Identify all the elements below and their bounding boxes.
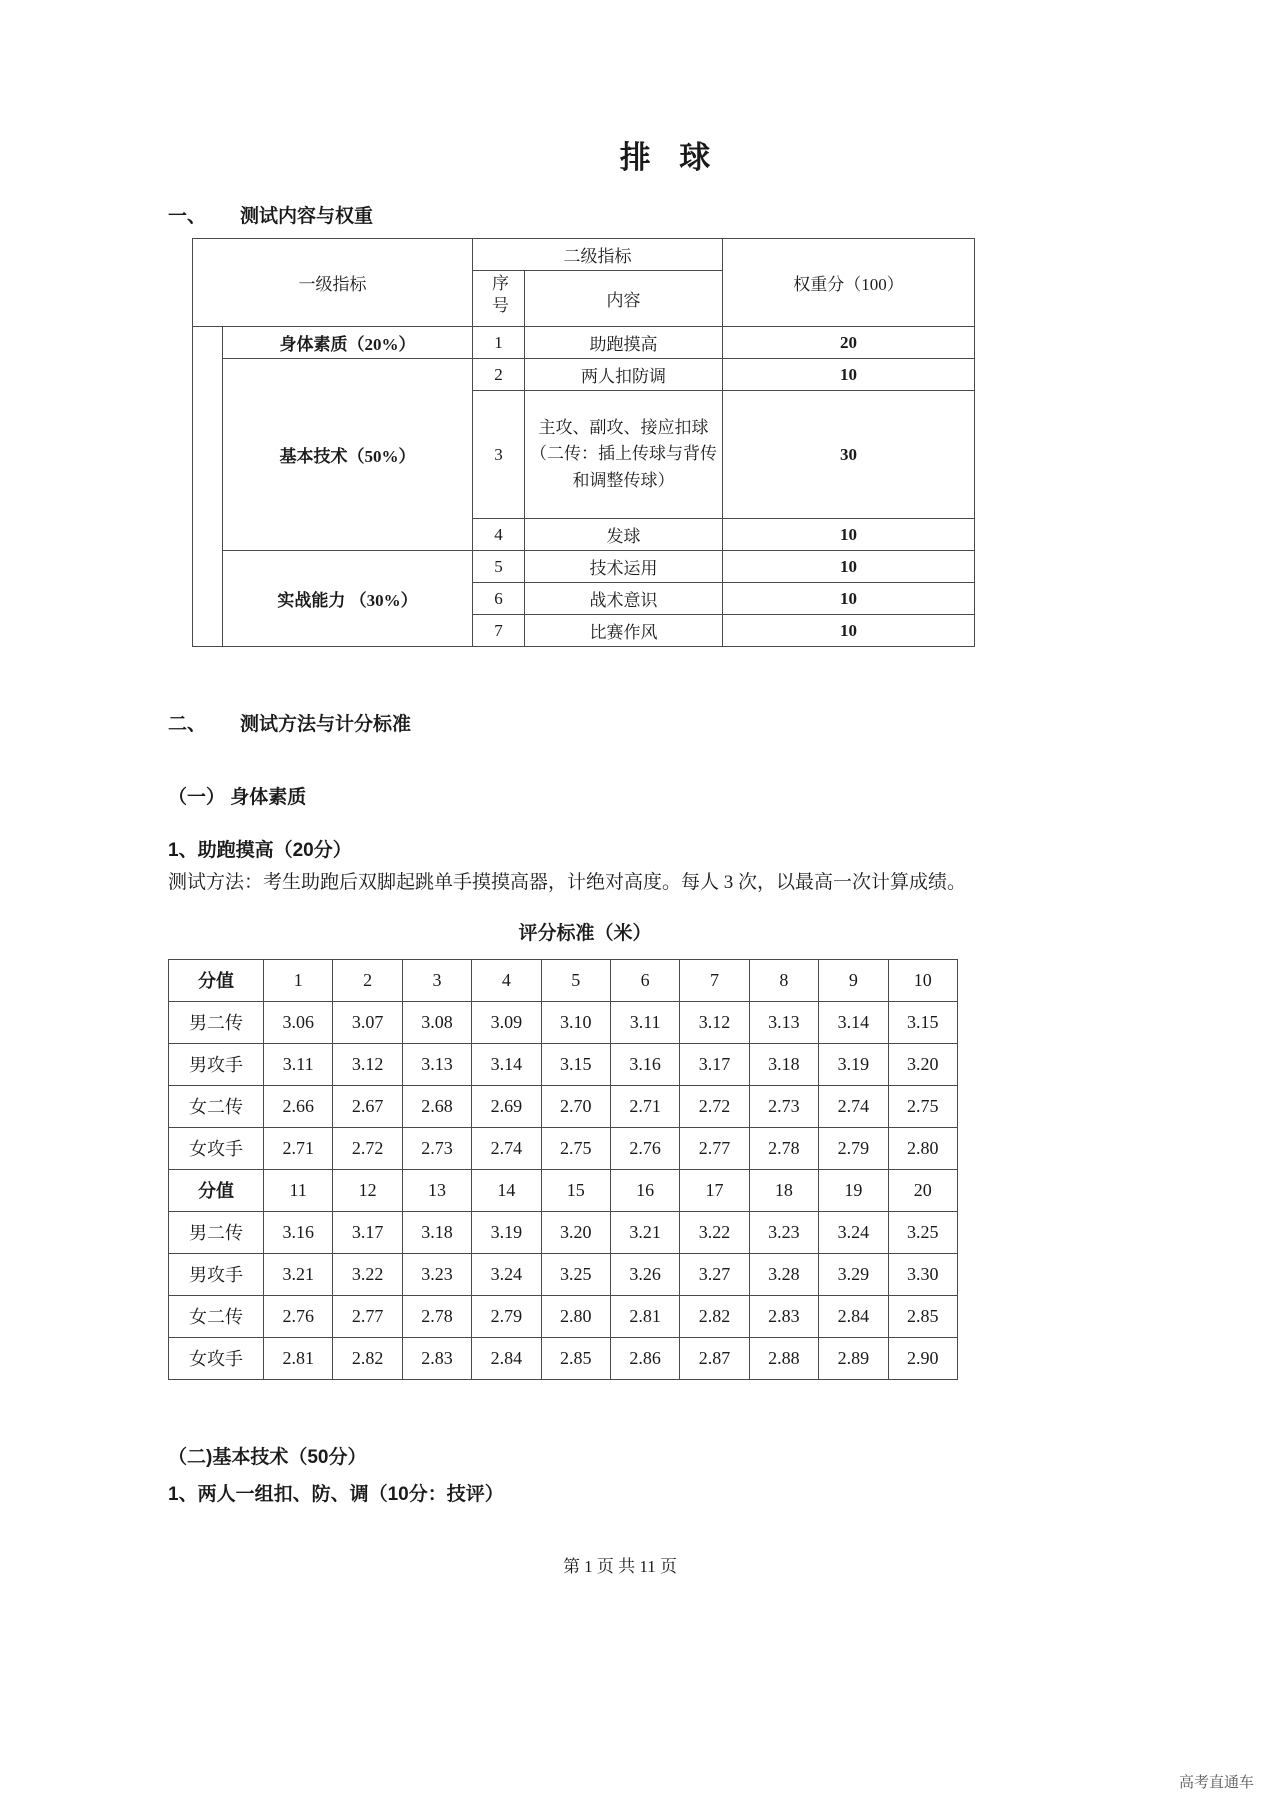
score-value-header: 7 [680, 959, 749, 1001]
page-footer: 第 1 页 共 11 页 [562, 1556, 678, 1576]
measurement-cell: 2.88 [749, 1337, 818, 1379]
measurement-cell: 2.72 [680, 1085, 749, 1127]
measurement-cell: 2.85 [888, 1295, 957, 1337]
measurement-cell: 2.66 [264, 1085, 333, 1127]
measurement-cell: 2.67 [333, 1085, 402, 1127]
cell-weight: 10 [723, 359, 975, 391]
measurement-cell: 2.87 [680, 1337, 749, 1379]
measurement-cell: 3.24 [819, 1211, 888, 1253]
measurement-cell: 2.72 [333, 1127, 402, 1169]
measurement-cell: 2.70 [541, 1085, 610, 1127]
watermark: 高考直通车 [1178, 1774, 1254, 1791]
group-spacer [193, 327, 223, 647]
measurement-cell: 3.22 [680, 1211, 749, 1253]
score-value-header: 11 [264, 1169, 333, 1211]
header-content: 内容 [525, 271, 723, 327]
measurement-cell: 2.82 [333, 1337, 402, 1379]
table-row [193, 551, 975, 583]
category-label-cell: 男攻手 [169, 1043, 264, 1085]
score-standard-table [168, 959, 958, 1380]
group-name-practical: 实战能力 （30%） [223, 551, 473, 647]
measurement-cell: 2.68 [402, 1085, 471, 1127]
score-value-header: 20 [888, 1169, 957, 1211]
table-row [193, 327, 975, 359]
cell-content: 两人扣防调 [525, 359, 723, 391]
category-label-cell: 女攻手 [169, 1337, 264, 1379]
measurement-cell: 2.78 [749, 1127, 818, 1169]
measurement-cell: 3.27 [680, 1253, 749, 1295]
measurement-cell: 2.83 [402, 1337, 471, 1379]
measurement-cell: 2.71 [264, 1127, 333, 1169]
table-row [169, 1211, 958, 1253]
score-value-header: 10 [888, 959, 957, 1001]
cell-weight: 10 [723, 615, 975, 647]
cell-weight: 30 [723, 391, 975, 519]
cell-content: 战术意识 [525, 583, 723, 615]
score-value-header: 9 [819, 959, 888, 1001]
measurement-cell: 3.25 [888, 1211, 957, 1253]
measurement-cell: 2.69 [472, 1085, 541, 1127]
score-value-header: 14 [472, 1169, 541, 1211]
score-value-header: 8 [749, 959, 818, 1001]
measurement-cell: 2.86 [610, 1337, 679, 1379]
score-value-header: 13 [402, 1169, 471, 1211]
section-2-heading [168, 709, 1280, 736]
measurement-cell: 3.08 [402, 1001, 471, 1043]
measurement-cell: 2.80 [541, 1295, 610, 1337]
measurement-cell: 3.14 [819, 1001, 888, 1043]
measurement-cell: 3.22 [333, 1253, 402, 1295]
measurement-cell: 3.16 [610, 1043, 679, 1085]
measurement-cell: 2.78 [402, 1295, 471, 1337]
cell-content: 发球 [525, 519, 723, 551]
measurement-cell: 3.24 [472, 1253, 541, 1295]
measurement-cell: 2.80 [888, 1127, 957, 1169]
score-value-header: 5 [541, 959, 610, 1001]
measurement-cell: 2.81 [610, 1295, 679, 1337]
score-value-header: 17 [680, 1169, 749, 1211]
score-value-header: 4 [472, 959, 541, 1001]
weighting-table [192, 238, 975, 647]
measurement-cell: 3.19 [819, 1043, 888, 1085]
table-row [169, 1127, 958, 1169]
measurement-cell: 2.73 [402, 1127, 471, 1169]
measurement-cell: 3.29 [819, 1253, 888, 1295]
score-header-row [169, 959, 958, 1001]
measurement-cell: 3.07 [333, 1001, 402, 1043]
cell-seq: 7 [473, 615, 525, 647]
measurement-cell: 3.13 [749, 1001, 818, 1043]
measurement-cell: 3.28 [749, 1253, 818, 1295]
score-value-header: 6 [610, 959, 679, 1001]
measurement-cell: 3.19 [472, 1211, 541, 1253]
measurement-cell: 2.73 [749, 1085, 818, 1127]
table-row [169, 1085, 958, 1127]
cell-seq: 2 [473, 359, 525, 391]
header-level2: 二级指标 [473, 239, 723, 271]
table-row [169, 1253, 958, 1295]
measurement-cell: 2.75 [888, 1085, 957, 1127]
measurement-cell: 3.18 [402, 1211, 471, 1253]
measurement-cell: 2.79 [819, 1127, 888, 1169]
cell-content: 技术运用 [525, 551, 723, 583]
cell-seq: 3 [473, 391, 525, 519]
measurement-cell: 3.30 [888, 1253, 957, 1295]
measurement-cell: 3.06 [264, 1001, 333, 1043]
section-1-title: 测试内容与权重 [240, 206, 374, 227]
table-row [169, 1337, 958, 1379]
group-name-basic-skill: 基本技术（50%） [223, 359, 473, 551]
score-value-header: 15 [541, 1169, 610, 1211]
score-value-header: 1 [264, 959, 333, 1001]
measurement-cell: 3.13 [402, 1043, 471, 1085]
measurement-cell: 3.14 [472, 1043, 541, 1085]
item-run-touch-heading: 1、助跑摸高（20分） [168, 840, 352, 861]
measurement-cell: 2.76 [610, 1127, 679, 1169]
measurement-cell: 2.74 [472, 1127, 541, 1169]
measurement-cell: 2.75 [541, 1127, 610, 1169]
measurement-cell: 3.17 [680, 1043, 749, 1085]
measurement-cell: 2.82 [680, 1295, 749, 1337]
measurement-cell: 2.79 [472, 1295, 541, 1337]
measurement-cell: 3.11 [264, 1043, 333, 1085]
measurement-cell: 2.85 [541, 1337, 610, 1379]
measurement-cell: 2.76 [264, 1295, 333, 1337]
measurement-cell: 3.23 [402, 1253, 471, 1295]
measurement-cell: 3.23 [749, 1211, 818, 1253]
measurement-cell: 3.12 [333, 1043, 402, 1085]
cell-weight: 10 [723, 519, 975, 551]
measurement-cell: 3.11 [610, 1001, 679, 1043]
measurement-cell: 3.20 [888, 1043, 957, 1085]
table-row [193, 359, 975, 391]
measurement-cell: 3.25 [541, 1253, 610, 1295]
score-header-row [169, 1169, 958, 1211]
measurement-cell: 3.21 [264, 1253, 333, 1295]
measurement-cell: 2.71 [610, 1085, 679, 1127]
section-2-title: 测试方法与计分标准 [240, 714, 412, 735]
cell-seq: 6 [473, 583, 525, 615]
measurement-cell: 3.21 [610, 1211, 679, 1253]
section-1-heading [168, 201, 1280, 228]
section-1-number: 一、 [168, 206, 207, 227]
measurement-cell: 2.83 [749, 1295, 818, 1337]
measurement-cell: 3.20 [541, 1211, 610, 1253]
measurement-cell: 2.84 [472, 1337, 541, 1379]
cell-seq: 1 [473, 327, 525, 359]
score-value-header: 18 [749, 1169, 818, 1211]
measurement-cell: 2.74 [819, 1085, 888, 1127]
cell-seq: 5 [473, 551, 525, 583]
subsection-physical-heading: （一） 身体素质 [168, 787, 307, 808]
measurement-cell: 3.12 [680, 1001, 749, 1043]
measurement-cell: 3.18 [749, 1043, 818, 1085]
measurement-cell: 3.26 [610, 1253, 679, 1295]
category-label-cell: 男二传 [169, 1001, 264, 1043]
measurement-cell: 3.17 [333, 1211, 402, 1253]
cell-content: 比赛作风 [525, 615, 723, 647]
score-table-caption: 评分标准（米） [518, 922, 652, 944]
header-seq: 序号 [473, 271, 525, 327]
category-label-cell: 女攻手 [169, 1127, 264, 1169]
page-title: 排 球 [619, 140, 721, 175]
cell-weight: 10 [723, 583, 975, 615]
cell-weight: 10 [723, 551, 975, 583]
table-row [169, 1001, 958, 1043]
subsection-basic-skill-heading: （二)基本技术（50分） [168, 1446, 367, 1468]
item-run-touch-paragraph: 测试方法：考生助跑后双脚起跳单手摸摸高器，计绝对高度。每人 3 次，以最高一次计算成绩。 [168, 872, 967, 893]
category-label-cell: 男二传 [169, 1211, 264, 1253]
measurement-cell: 3.10 [541, 1001, 610, 1043]
category-label-cell: 女二传 [169, 1295, 264, 1337]
cell-content: 主攻、副攻、接应扣球（二传：插上传球与背传和调整传球） [525, 391, 723, 519]
cell-weight: 20 [723, 327, 975, 359]
measurement-cell: 3.15 [888, 1001, 957, 1043]
measurement-cell: 2.77 [680, 1127, 749, 1169]
measurement-cell: 3.15 [541, 1043, 610, 1085]
category-label-cell: 女二传 [169, 1085, 264, 1127]
score-value-header: 19 [819, 1169, 888, 1211]
measurement-cell: 3.16 [264, 1211, 333, 1253]
score-value-header: 12 [333, 1169, 402, 1211]
category-label-cell: 男攻手 [169, 1253, 264, 1295]
header-weight: 权重分（100） [723, 239, 975, 327]
item-pair-drill-heading: 1、两人一组扣、防、调（10分：技评） [168, 1483, 504, 1505]
measurement-cell: 3.09 [472, 1001, 541, 1043]
header-level1: 一级指标 [193, 239, 473, 327]
score-value-header: 16 [610, 1169, 679, 1211]
score-value-header: 2 [333, 959, 402, 1001]
score-value-header: 3 [402, 959, 471, 1001]
measurement-cell: 2.77 [333, 1295, 402, 1337]
group-name-physical: 身体素质（20%） [223, 327, 473, 359]
measurement-cell: 2.81 [264, 1337, 333, 1379]
cell-content: 助跑摸高 [525, 327, 723, 359]
section-2-number: 二、 [168, 714, 207, 735]
table-row [169, 1295, 958, 1337]
measurement-cell: 2.90 [888, 1337, 957, 1379]
table-row [169, 1043, 958, 1085]
measurement-cell: 2.89 [819, 1337, 888, 1379]
score-label-cell: 分值 [169, 1169, 264, 1211]
score-label-cell: 分值 [169, 959, 264, 1001]
table-header-row-1 [193, 239, 975, 271]
measurement-cell: 2.84 [819, 1295, 888, 1337]
cell-seq: 4 [473, 519, 525, 551]
